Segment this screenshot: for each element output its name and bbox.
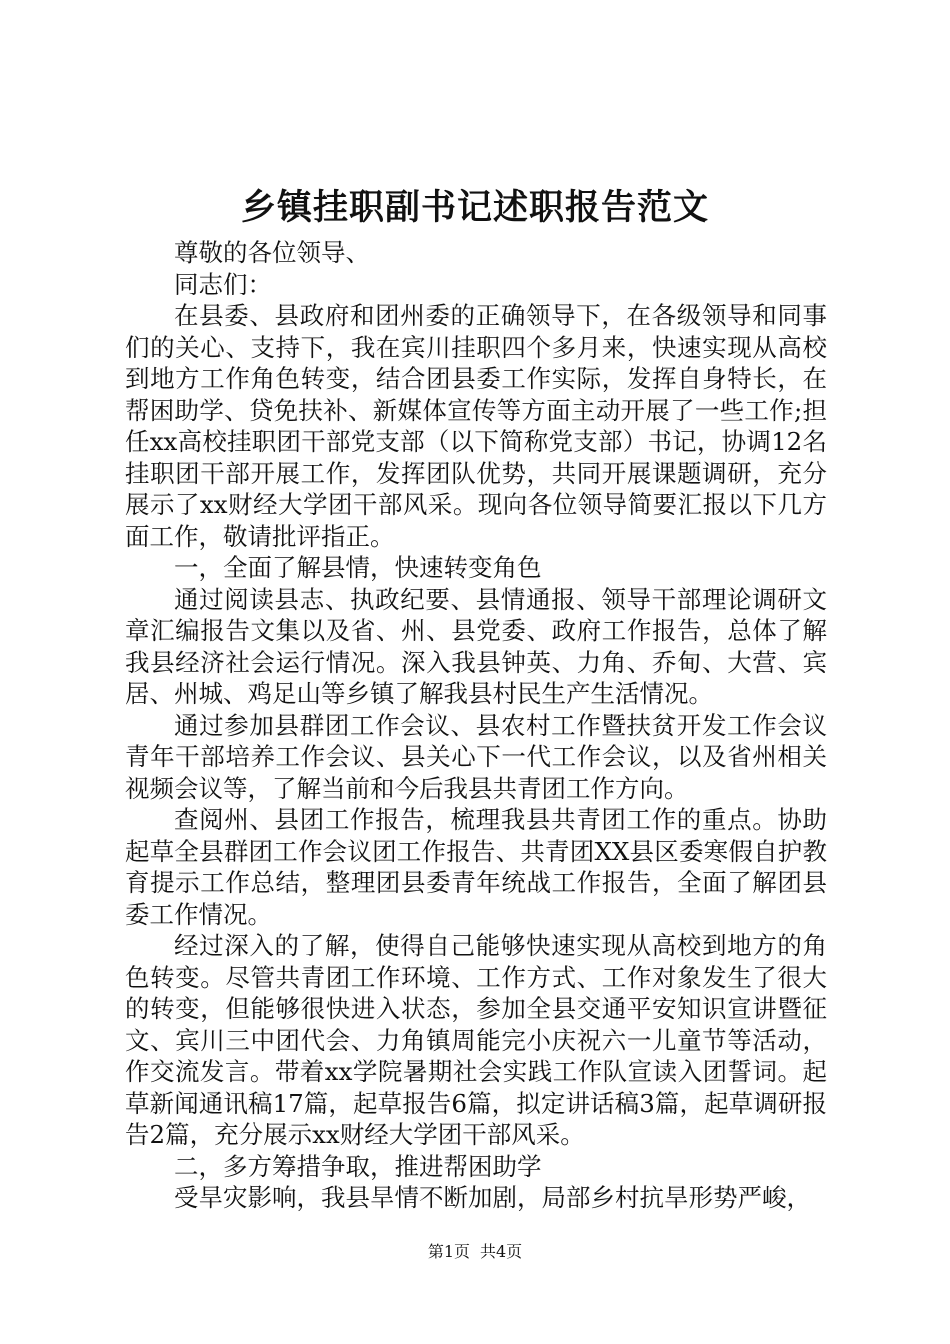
body-paragraph: 受旱灾影响，我县旱情不断加剧，局部乡村抗旱形势严峻， — [174, 1183, 811, 1212]
page-number: 第1页 — [427, 1242, 470, 1261]
body-paragraph: 在县委、县政府和团州委的正确领导下，在各级领导和同事们的关心、支持下，我在宾川挂职四个多月来，快速实现从高校到地方工作角色转变，结合团县委工作实际，发挥自身特长，在帮困助学、贷免扶补、新媒体宣传等方面主动开展了一些工作;担任xx高校挂职团干部党支部（以下简称党支部）书记，协调12名挂职团干部开展工作，发挥团队优势，共同开展课题调研，充分展示了xx财经大学团干部风采。现向各位领导简要汇报以下几方面工作，敬请批评指正。 — [125, 301, 827, 551]
body-paragraph: 通过参加县群团工作会议、县农村工作暨扶贫开发工作会议青年干部培养工作会议、县关心下一代工作会议，以及省州相关视频会议等，了解当前和今后我县共青团工作方向。 — [125, 710, 827, 803]
section-heading: 一，全面了解县情，快速转变角色 — [174, 553, 542, 582]
section-heading: 二，多方筹措争取，推进帮困助学 — [174, 1151, 542, 1181]
body-paragraph: 查阅州、县团工作报告，梳理我县共青团工作的重点。协助起草全县群团工作会议团工作报告、共青团XX县区委寒假自护教育提示工作总结，整理团县委青年统战工作报告，全面了解团县委工作情况。 — [125, 805, 827, 929]
salutation-line: 尊敬的各位领导、 — [174, 238, 370, 267]
body-paragraph: 经过深入的了解，使得自己能够快速实现从高校到地方的角色转变。尽管共青团工作环境、工作方式、工作对象发生了很大的转变，但能够很快进入状态，参加全县交通平安知识宣讲暨征文、宾川三中团代会、力角镇周能完小庆祝六一儿童节等活动，作交流发言。带着xx学院暑期社会实践工作队宣读入团誓词。起草新闻通讯稿17篇，起草报告6篇，拟定讲话稿3篇，起草调研报告2篇，充分展示xx财经大学团干部风采。 — [125, 931, 827, 1149]
document-title: 乡镇挂职副书记述职报告范文 — [240, 187, 709, 228]
page-total: 共4页 — [480, 1242, 523, 1261]
page-footer — [0, 1240, 950, 1264]
salutation-line: 同志们： — [174, 269, 272, 299]
body-paragraph: 通过阅读县志、执政纪要、县情通报、领导干部理论调研文章汇编报告文集以及省、州、县党委、政府工作报告，总体了解我县经济社会运行情况。深入我县钟英、力角、乔甸、大营、宾居、州城、鸡足山等乡镇了解我县村民生产生活情况。 — [125, 584, 827, 708]
document-body — [125, 237, 827, 1214]
